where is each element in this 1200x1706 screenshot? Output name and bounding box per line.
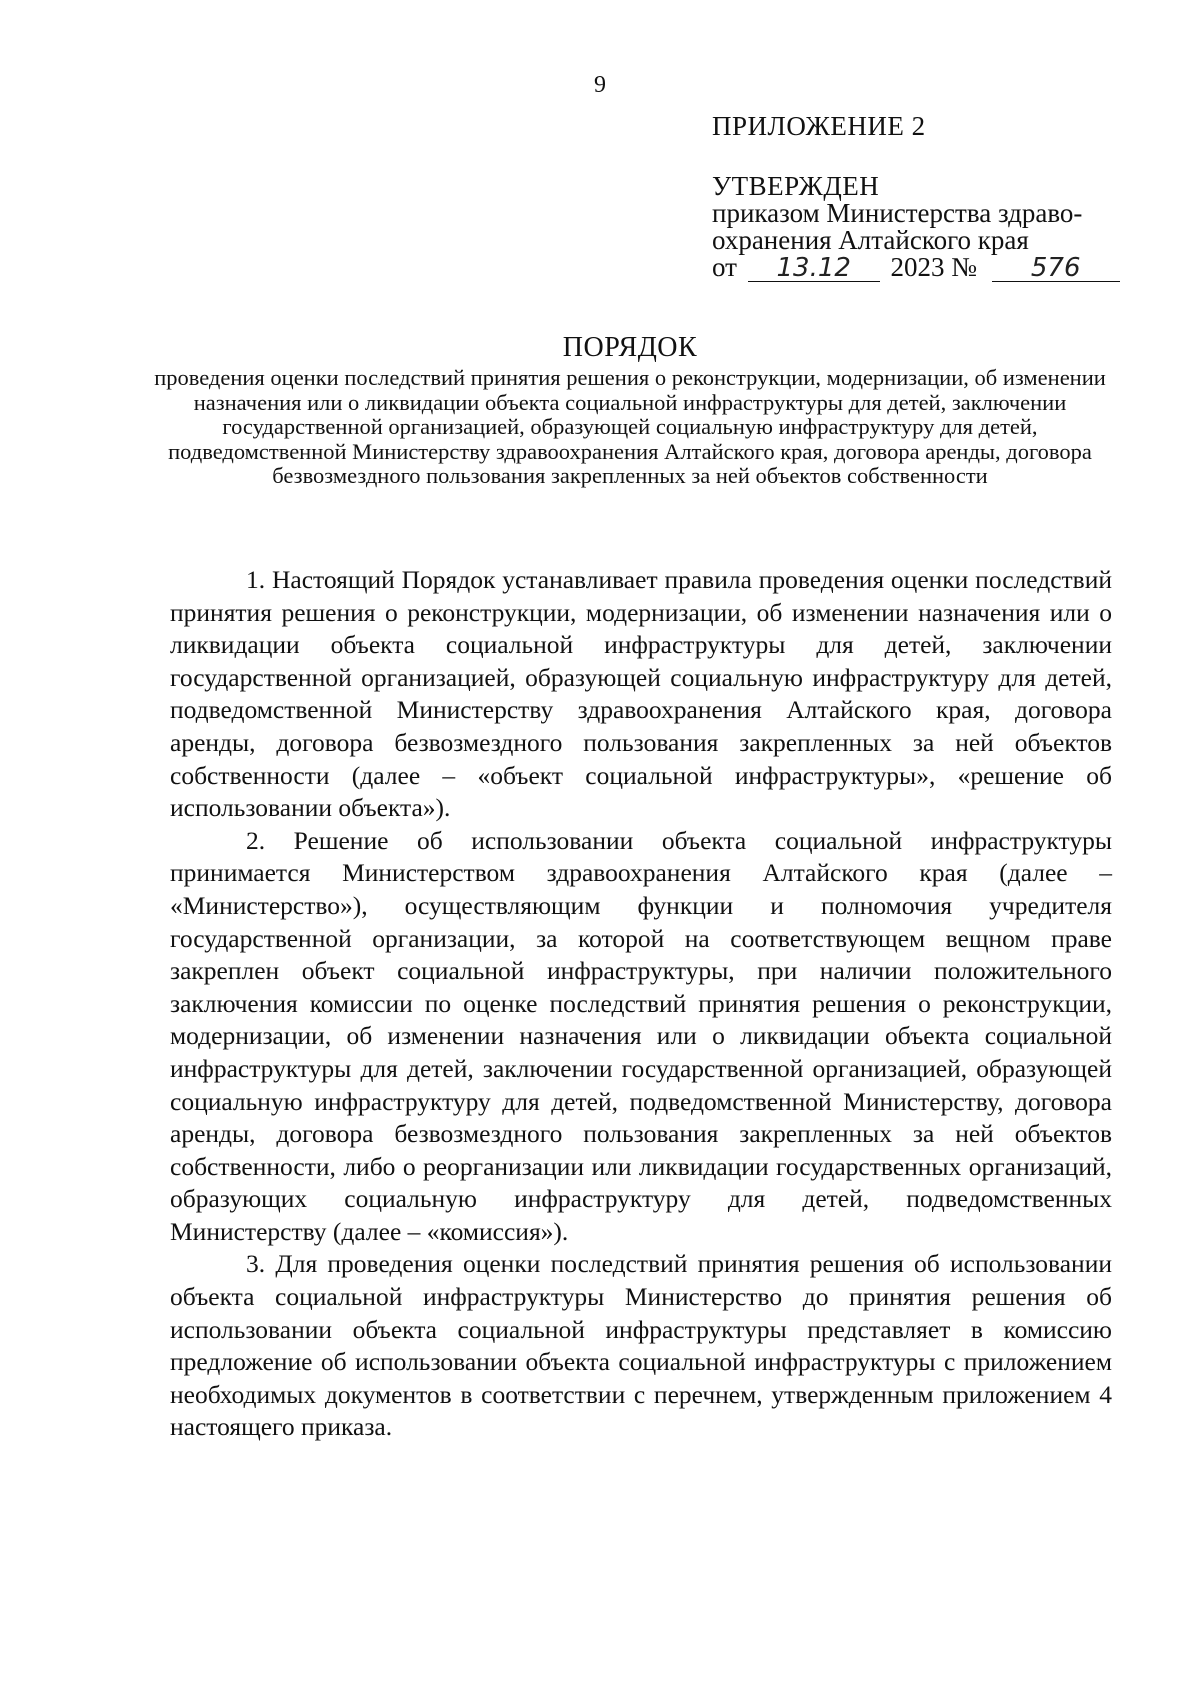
year-number-label: 2023 № <box>890 252 977 282</box>
page-number: 9 <box>594 72 606 98</box>
approval-order-line-2: охранения Алтайского края <box>712 225 1029 255</box>
title-block <box>150 332 1110 489</box>
handwritten-order-number: 576 <box>992 255 1120 282</box>
paragraph-1: 1. Настоящий Порядок устанавливает правила проведения оценки последствий принятия решения о реконструкции, модернизации, об изменении назначения или о ликвидации объекта социальной инфраструктуры для детей, заключении государственной организацией, образующей социальную инфраструктуру для детей, подведомственной Министерству здравоохранения Алтайского края, договора аренды, договора безвозмездного пользования закрепленных за ней объектов собственности (далее – «объект социальной инфраструктуры», «решение об использовании объекта»). <box>170 565 1112 823</box>
approved-label: УТВЕРЖДЕН <box>712 171 880 201</box>
document-body <box>170 564 1112 1444</box>
approval-date-line <box>712 254 1132 282</box>
paragraph-3: 3. Для проведения оценки последствий принятия решения об использовании объекта социальной инфраструктуры Министерство до принятия решения об использовании объекта социальной инфраструктуры представляет в комиссию предложение об использовании объекта социальной инфраструктуры с приложением необходимых документов в соответствии с перечнем, утвержденным приложением 4 настоящего приказа. <box>170 1249 1112 1442</box>
approval-order-line-1: приказом Министерства здраво- <box>712 198 1083 228</box>
appendix-label: ПРИЛОЖЕНИЕ 2 <box>712 111 926 141</box>
paragraph-2: 2. Решение об использовании объекта социальной инфраструктуры принимается Министерством здравоохранения Алтайского края (далее – «Министерство»), осуществляющим функции и полномочия учредителя государственной организации, за которой на соответствующем вещном праве закреплен объект социальной инфраструктуры, при наличии положительного заключения комиссии по оценке последствий принятия решения о реконструкции, модернизации, об изменении назначения или о ликвидации объекта социальной инфраструктуры для детей, заключении государственной организацией, образующей социальную инфраструктуру для детей, подведомственной Министерству, договора аренды, договора безвозмездного пользования закрепленных за ней объектов собственности, либо о реорганизации или ликвидации государственных организаций, образующих социальную инфраструктуру для детей, подведомственных Министерству (далее – «комиссия»). <box>170 825 1112 1246</box>
document-subtitle: проведения оценки последствий принятия решения о реконструкции, модернизации, об изменении назначения или о ликвидации объекта социальной инфраструктуры для детей, заключении государственной организацией, образующей социальную инфраструктуру для детей, подведомственной Министерству здравоохранения Алтайского края, договора аренды, договора безвозмездного пользования закрепленных за ней объектов собственности <box>154 365 1106 488</box>
approval-stamp-block <box>712 113 1132 282</box>
handwritten-date: 13.12 <box>748 255 880 282</box>
from-label: от <box>712 252 737 282</box>
document-title: ПОРЯДОК <box>562 332 698 363</box>
